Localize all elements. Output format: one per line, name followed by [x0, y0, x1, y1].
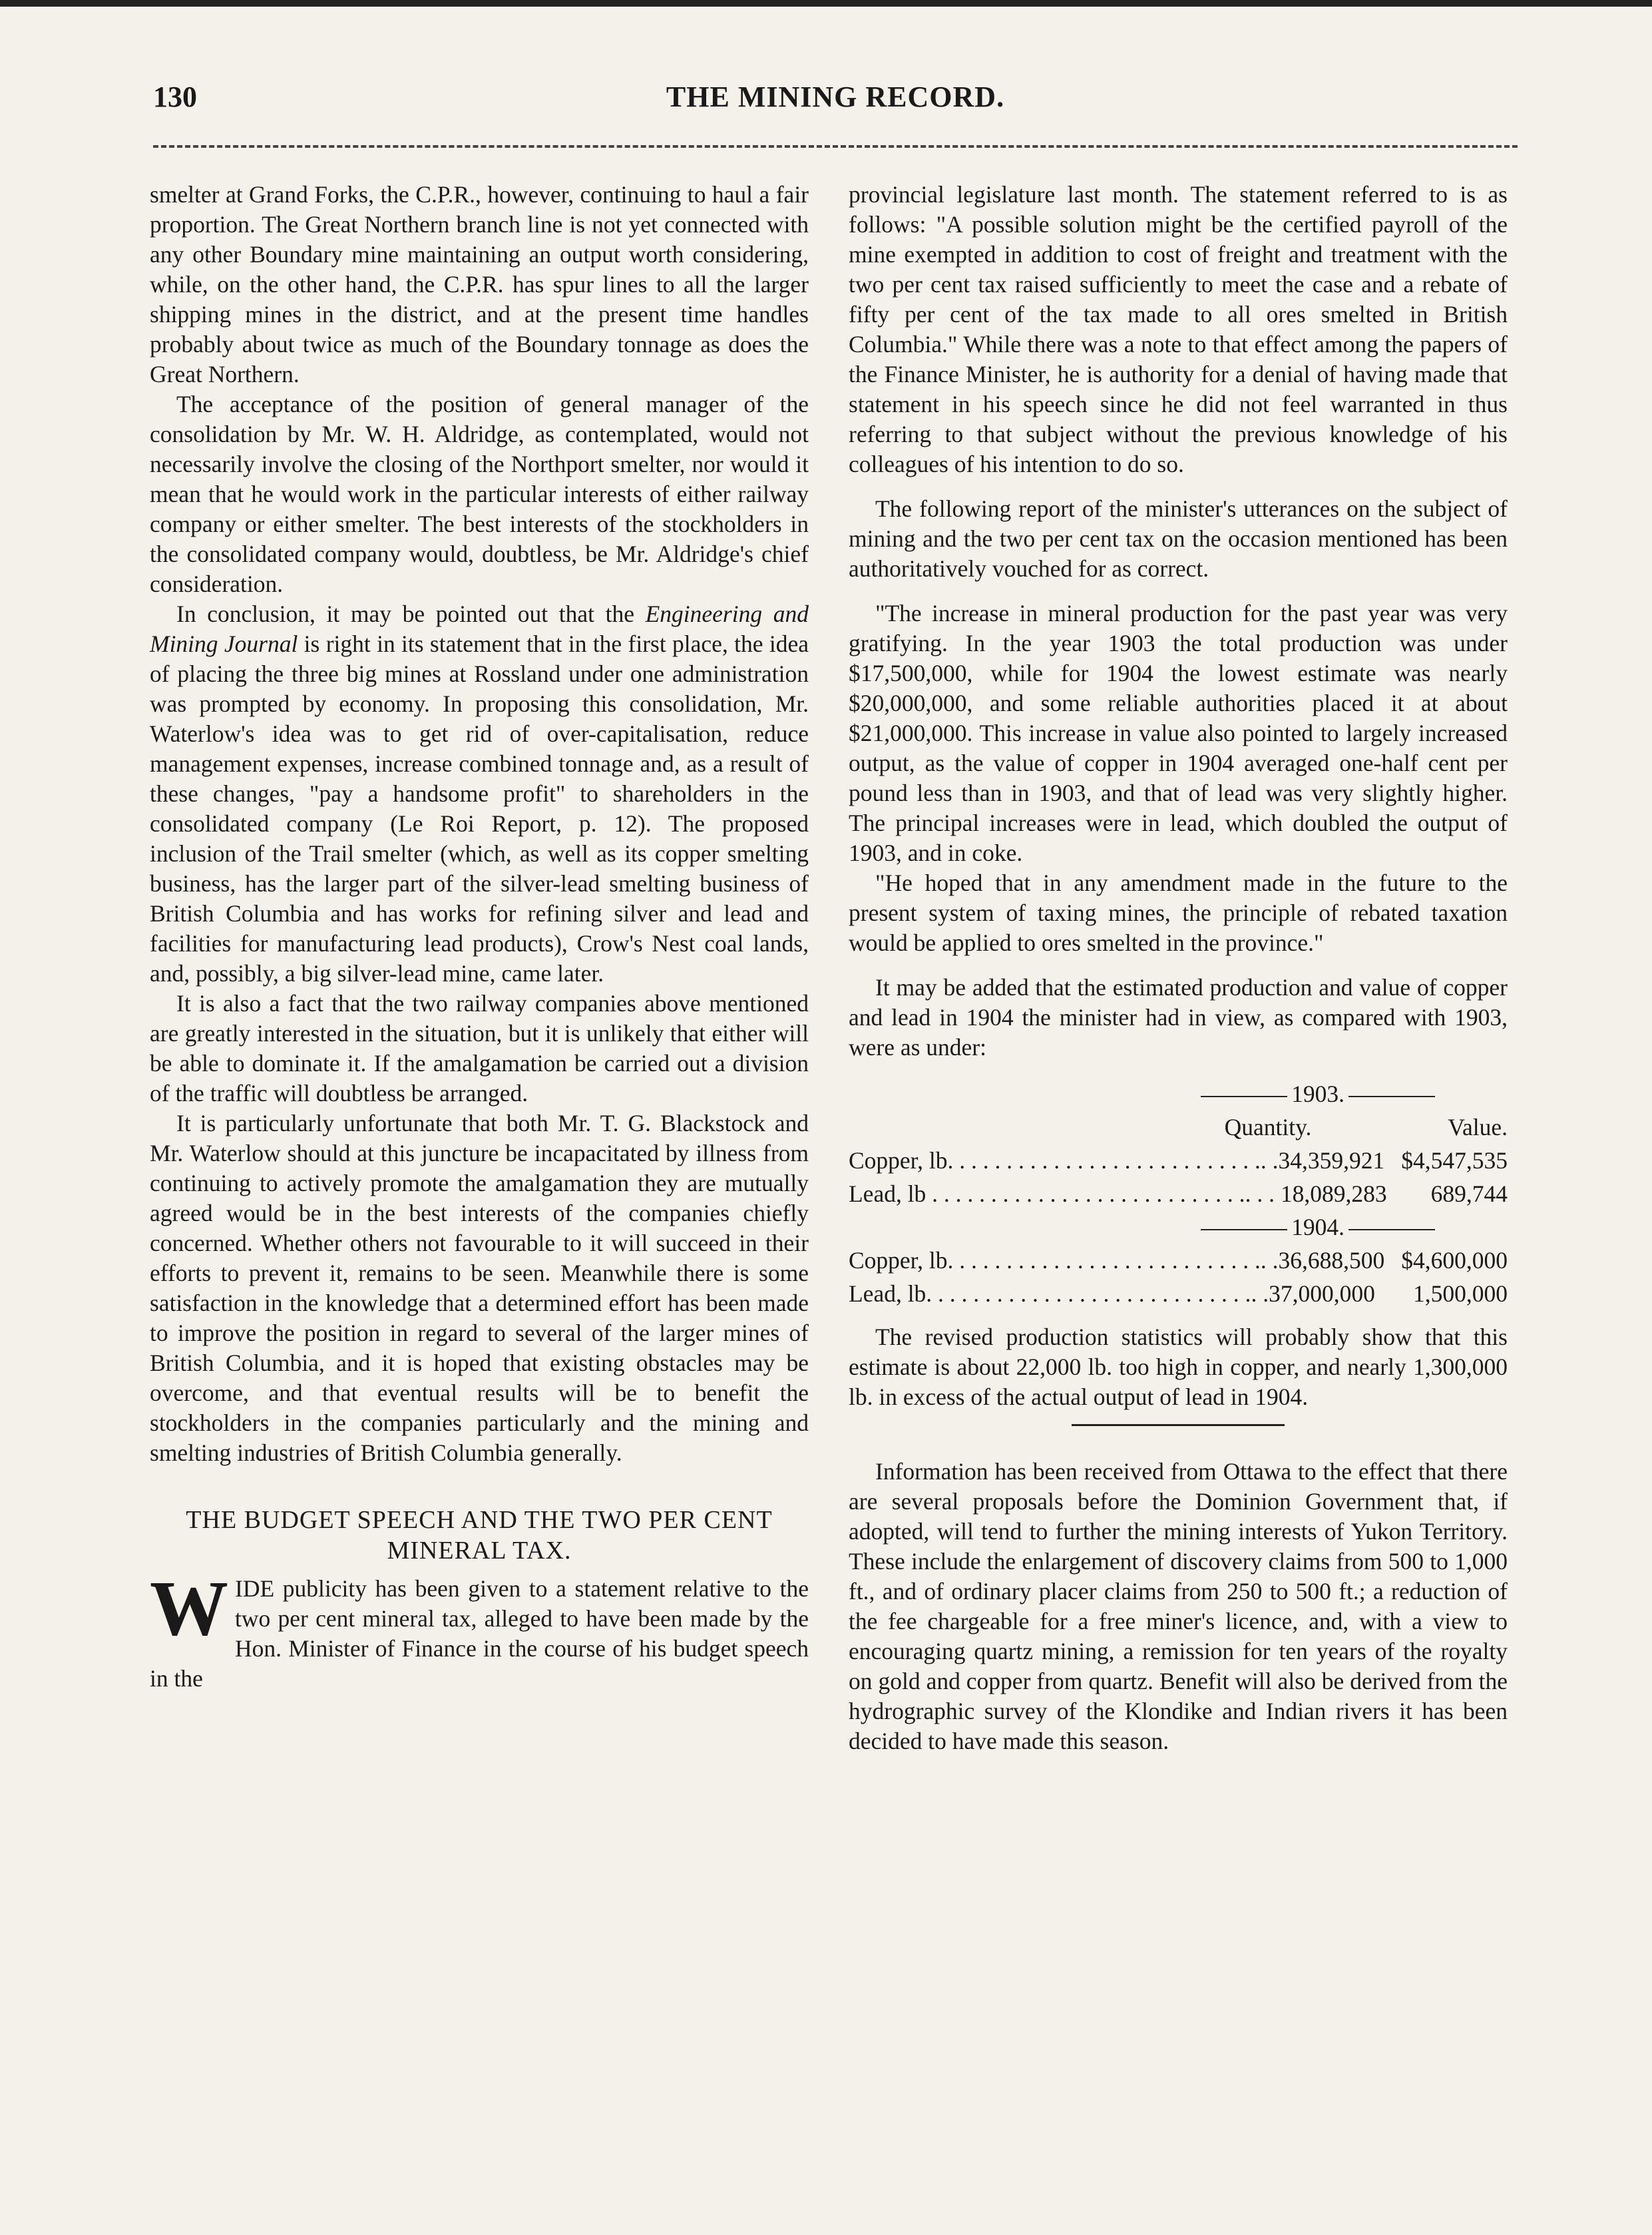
paragraph: In conclusion, it may be pointed out that the Engineering and Mining Journal is right in its statement that in the first place, the idea of placing the three big mines at Rossland under one administration was prompted by economy. In proposing this consolidation, Mr. Waterlow's idea was to get rid of over-capitalisation, reduce management expenses, increase combined tonnage and, as a result of these changes, "pay a handsome profit" to shareholders in the consolidated company (Le Roi Report, p. 12). The proposed inclusion of the Trail smelter (which, as well as its copper smelting business, has the larger part of the silver-lead smelting business of British Columbia and has works for refining silver and lead and facilities for manufacturing lead products), Crow's Nest coal lands, and, possibly, a big silver-lead mine, came later.: [150, 601, 809, 987]
paragraph: It is particularly unfortunate that both Mr. T. G. Blackstock and Mr. Waterlow should at this juncture be incapacitated by illness from continuing to actively promote the amalgamation they are mutually agreed would be in the best interests of the companies chiefly concerned. Whether others not favourable to it will succeed in their efforts to prevent it, remains to be seen. Meanwhile there is some satisfaction in the knowledge that a determined effort has been made to improve the position in regard to several of the larger mines of British Columbia, and it is hoped that existing obstacles may be overcome, and that eventual results will be to benefit the stockholders in the companies particularly and the mining and smelting industries of British Columbia generally.: [150, 1110, 809, 1466]
section-heading: THE BUDGET SPEECH AND THE TWO PER CENT MINERAL TAX.: [186, 1506, 773, 1565]
section-divider: [1072, 1424, 1285, 1426]
paragraph: "The increase in mineral production for the past year was very gratifying. In the year 1903 the total production was under $17,500,000, while for 1904 the lowest estimate was nearly $20,000,000, and some reliable authorities placed it at about $21,000,000. This increase in value also pointed to largely increased output, as the value of copper in 1904 averaged one-half cent per pound less than in 1903, and that of lead was very slightly higher. The principal increases were in lead, which doubled the output of 1903, and in coke.: [849, 600, 1508, 866]
left-column: [150, 180, 809, 1694]
paragraph: It is also a fact that the two railway companies above mentioned are greatly interested in the situation, but it is unlikely that either will be able to dominate it. If the amalgamation be carried out a division of the traffic will doubtless be arranged.: [150, 990, 809, 1107]
paragraph: provincial legislature last month. The statement referred to is as follows: "A possible solution might be the certified payroll of the mine exempted in addition to cost of freight and treatment with the two per cent tax raised sufficiently to meet the case and a rebate of fifty per cent of the tax made to all ores smelted in British Columbia." While there was a note to that effect among the papers of the Finance Minister, he is authority for a denial of having made that statement in his speech since he did not feel warranted in thus referring to that subject without the previous knowledge of his colleagues of his intention to do so.: [849, 181, 1508, 477]
table-row: Copper, lb. . . . . . . . . . . . . . . . . . . . . . . . . . . . .34,359,921 $4,547,535: [849, 1147, 1508, 1174]
header-rule: [153, 145, 1518, 148]
table-column-headers: [849, 1111, 1508, 1144]
table-row: Copper, lb. . . . . . . . . . . . . . . . . . . . . . . . . . . . .36,688,500 $4,600,000: [849, 1247, 1508, 1274]
year-heading: 1904.: [849, 1210, 1508, 1244]
value-header: Value.: [1448, 1114, 1508, 1140]
right-column: [849, 180, 1508, 1756]
quantity-header: Quantity.: [1224, 1114, 1312, 1140]
year-heading: 1903.: [849, 1077, 1508, 1111]
paragraph: The following report of the minister's utterances on the subject of mining and the two per cent tax on the occasion mentioned has been authoritatively vouched for as correct.: [849, 495, 1508, 582]
top-border-rule: [0, 0, 1652, 7]
paragraph: The revised production statistics will probably show that this estimate is about 22,000 lb. too high in copper, and nearly 1,300,000 lb. in excess of the actual output of lead in 1904.: [849, 1324, 1508, 1410]
journal-title: Engineering and Mining Journal: [150, 601, 809, 657]
page-number: 130: [153, 81, 197, 113]
paragraph: It may be added that the estimated production and value of copper and lead in 1904 the minister had in view, as compared with 1903, were as under:: [849, 974, 1508, 1061]
paragraph: WIDE publicity has been given to a statement relative to the two per cent mineral tax, alleged to have been made by the Hon. Minister of Finance in the course of his budget speech in the: [150, 1565, 809, 1692]
table-row: Lead, lb . . . . . . . . . . . . . . . . . . . . . . . . . . . . . . 18,089,283 689,744: [849, 1180, 1508, 1207]
running-title: THE MINING RECORD.: [666, 81, 1005, 113]
table-row: Lead, lb. . . . . . . . . . . . . . . . . . . . . . . . . . . . . .37,000,000 1,500,000: [849, 1280, 1508, 1307]
paragraph: Information has been received from Ottawa to the effect that there are several proposals before the Dominion Government that, if adopted, will tend to further the mining interests of Yukon Territory. These include the enlargement of discovery claims from 500 to 1,000 ft., and of ordinary placer claims from 250 to 500 ft.; a reduction of the fee chargeable for a free miner's licence, and, with a view to encouraging quartz mining, a remission for ten years of the royalty on gold and copper from quartz. Benefit will also be derived from the hydrographic survey of the Klondike and Indian rivers it has been decided to have made this season.: [849, 1458, 1508, 1754]
page-header: [153, 80, 1518, 133]
drop-cap: W: [150, 1565, 228, 1652]
paragraph: The acceptance of the position of general manager of the consolidation by Mr. W. H. Aldridge, as contemplated, would not necessarily involve the closing of the Northport smelter, nor would it mean that he would work in the particular interests of either railway company or either smelter. The best interests of the stockholders in the consolidated company would, doubtless, be Mr. Aldridge's chief consideration.: [150, 391, 809, 597]
production-table: [849, 1077, 1508, 1310]
paragraph: "He hoped that in any amendment made in the future to the present system of taxing mines, the principle of rebated taxation would be applied to ores smelted in the province.": [849, 869, 1508, 956]
paragraph: smelter at Grand Forks, the C.P.R., however, continuing to haul a fair proportion. The Great Northern branch line is not yet connected with any other Boundary mine maintaining an output worth considering, while, on the other hand, the C.P.R. has spur lines to all the larger shipping mines in the district, and at the present time handles probably about twice as much of the Boundary tonnage as does the Great Northern.: [150, 181, 809, 387]
